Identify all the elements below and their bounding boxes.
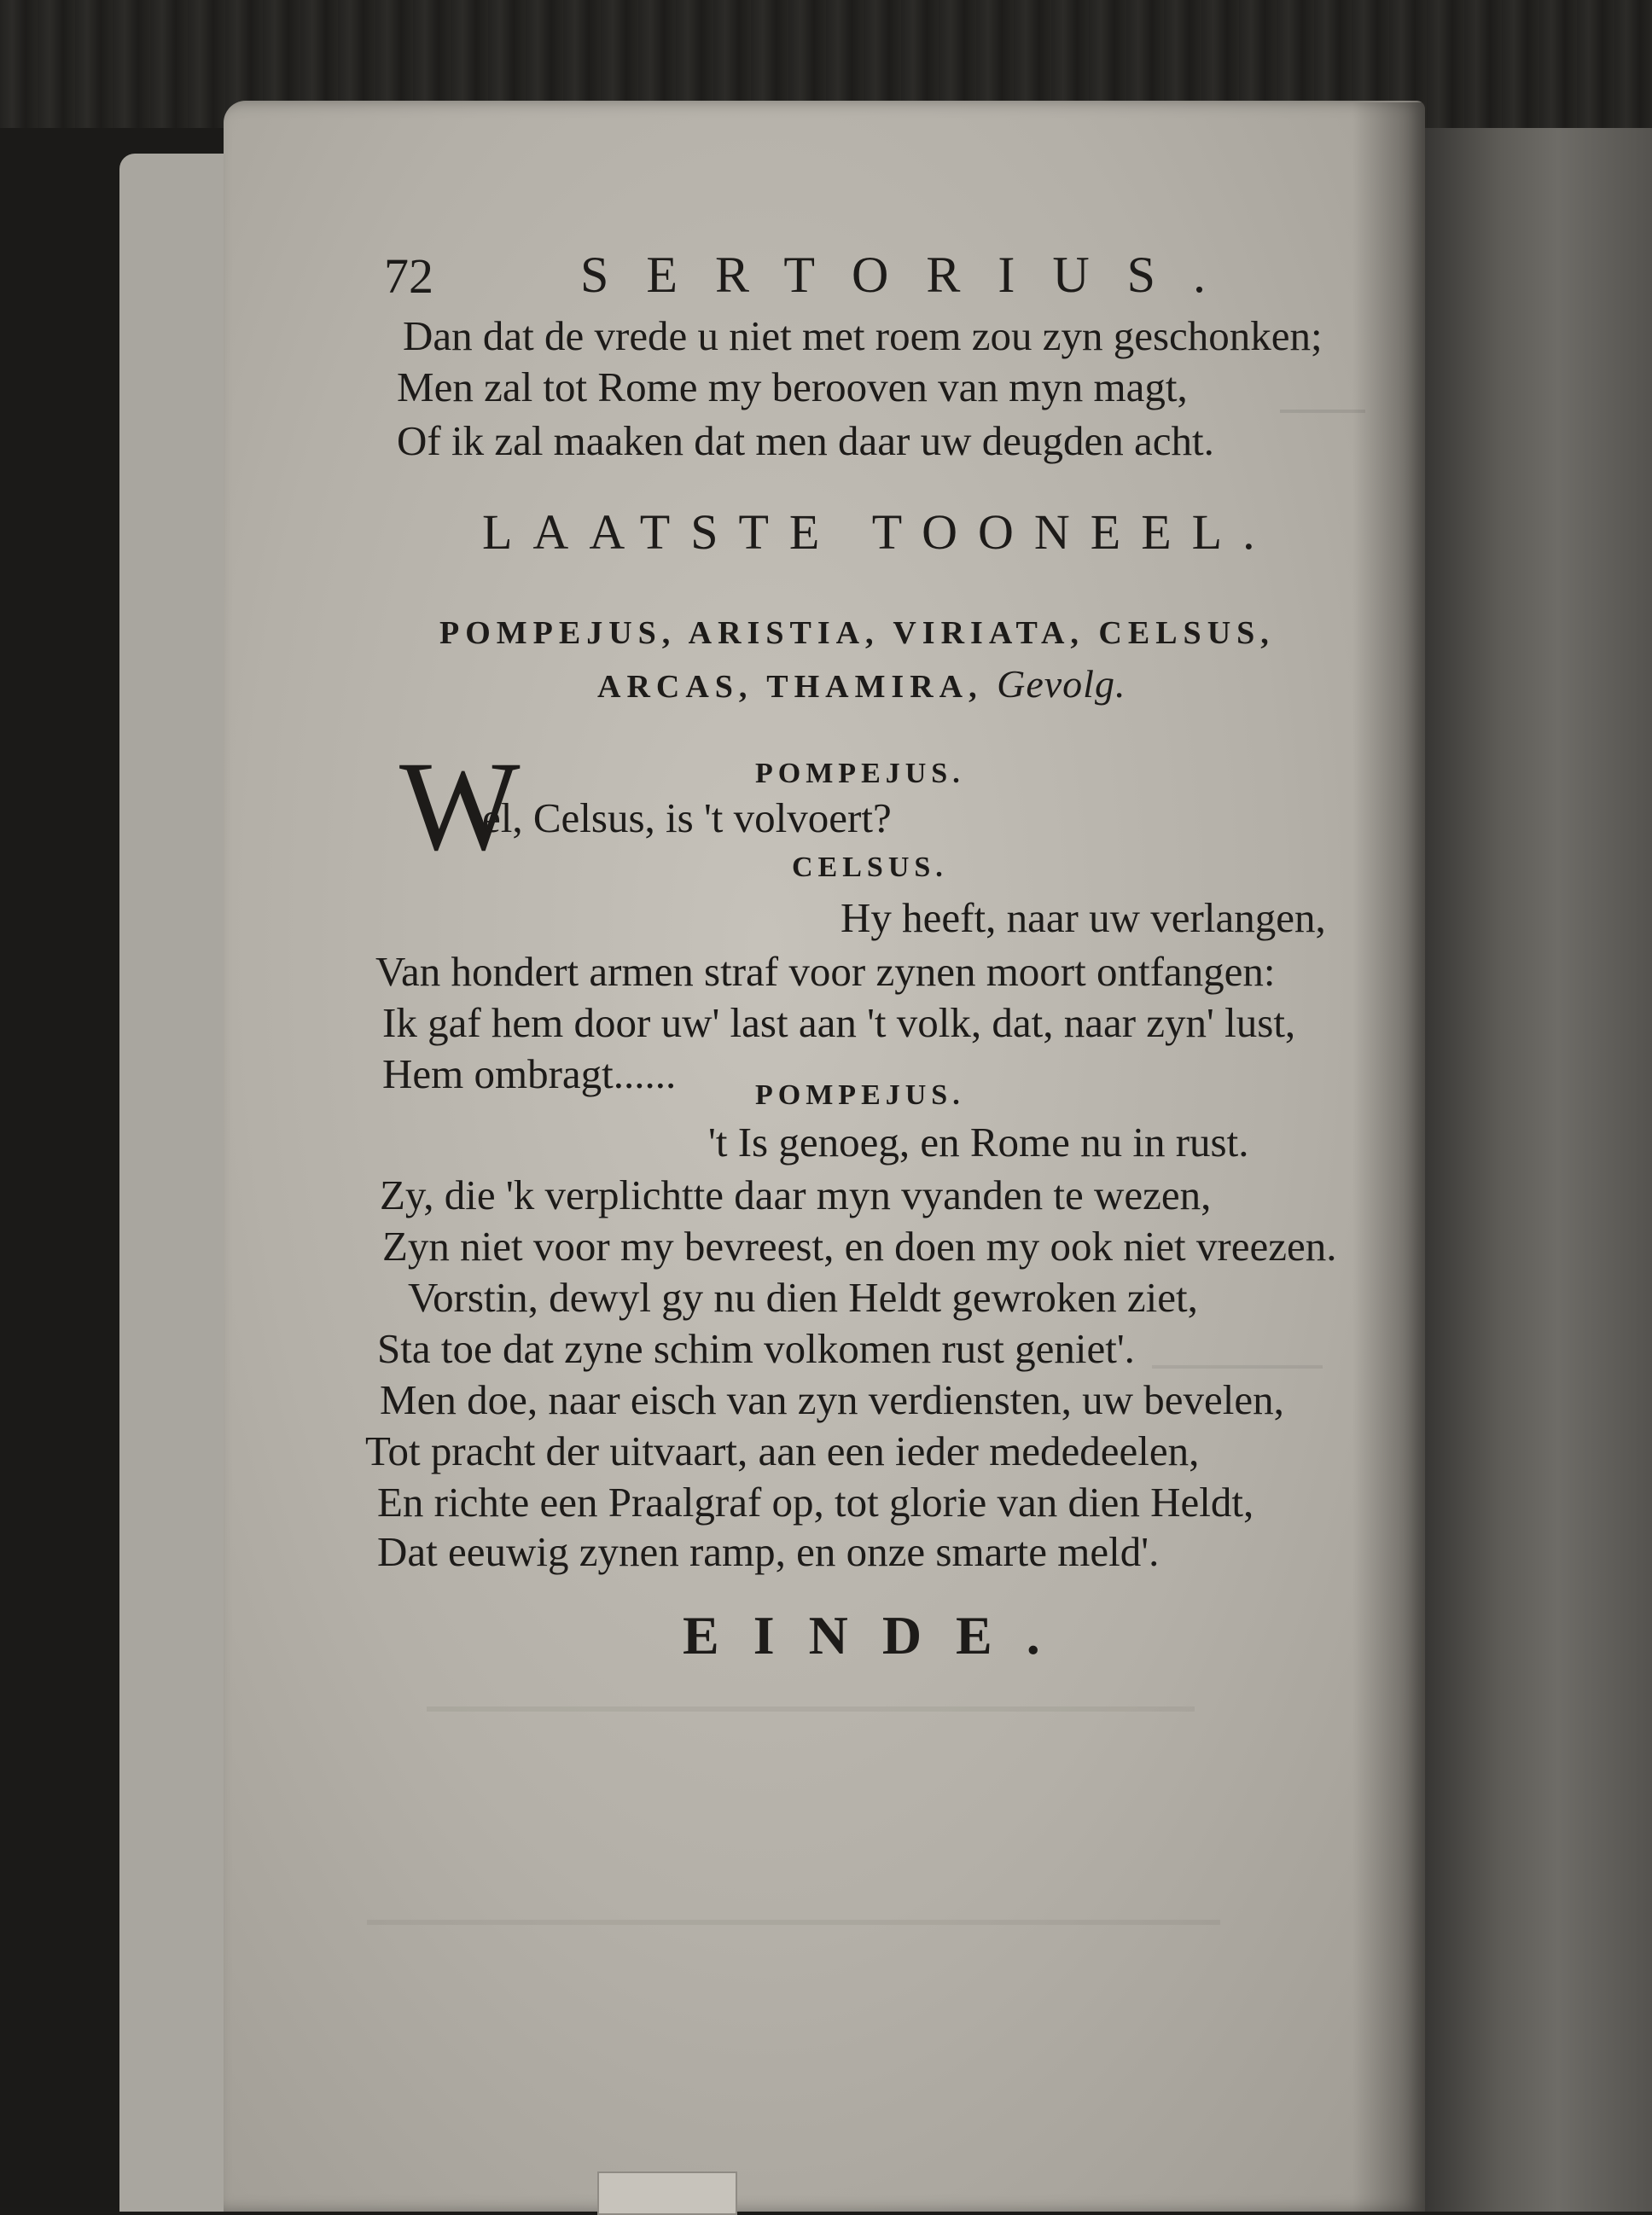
speaker-name: POMPEJUS. <box>755 1079 965 1111</box>
cast-list <box>597 661 1126 706</box>
verse-line: Men zal tot Rome my berooven van myn magt, <box>397 363 1188 410</box>
verse-line: Dan dat de vrede u niet met roem zou zyn geschonken; <box>403 312 1323 359</box>
cast-retinue: Gevolg. <box>997 662 1126 706</box>
verse-line: Hem ombragt...... <box>382 1050 677 1097</box>
scene-title: LAATSTE TOONEEL. <box>482 504 1276 560</box>
bleed-through-mark <box>1152 1365 1323 1369</box>
bleed-through-mark <box>427 1706 1195 1712</box>
verse-line: Zyn niet voor my bevreest, en doen my ook niet vreezen. <box>382 1223 1337 1270</box>
spine-shadow <box>1352 102 1425 2212</box>
verse-line: 't Is genoeg, en Rome nu in rust. <box>708 1119 1249 1166</box>
verse-line: Of ik zal maaken dat men daar uw deugden acht. <box>397 417 1214 464</box>
page-number: 72 <box>384 248 433 304</box>
verse-line: el, Celsus, is 't volvoert? <box>482 794 892 841</box>
speaker-name: CELSUS. <box>792 852 948 883</box>
verse-line: Ik gaf hem door uw' last aan 't volk, dat, naar zyn' lust, <box>382 999 1296 1046</box>
verse-line: En richte een Praalgraf op, tot glorie van dien Heldt, <box>377 1479 1254 1526</box>
cast-list: POMPEJUS, ARISTIA, VIRIATA, CELSUS, <box>439 615 1275 651</box>
verse-line: Tot pracht der uitvaart, aan een ieder mededeelen, <box>365 1427 1200 1474</box>
cast-names: ARCAS, THAMIRA, <box>597 669 983 705</box>
verse-line: Sta toe dat zyne schim volkomen rust geniet'. <box>377 1325 1135 1372</box>
book-cover-right <box>1416 128 1652 2212</box>
ending-mark: EINDE. <box>683 1605 1074 1666</box>
bleed-through-mark <box>367 1920 1220 1925</box>
drop-cap: W <box>399 735 521 877</box>
verse-line: Hy heeft, naar uw verlangen, <box>841 894 1326 941</box>
verse-line: Vorstin, dewyl gy nu dien Heldt gewroken ziet, <box>408 1274 1198 1321</box>
verse-line: Men doe, naar eisch van zyn verdiensten, uw bevelen, <box>380 1376 1284 1423</box>
verse-line: Dat eeuwig zynen ramp, en onze smarte meld'. <box>377 1528 1160 1575</box>
bleed-through-mark <box>1280 410 1365 413</box>
running-title: SERTORIUS. <box>580 247 1244 303</box>
verse-line: Van hondert armen straf voor zynen moort ontfangen: <box>375 948 1276 995</box>
bookmark-strip <box>597 2171 737 2215</box>
verse-line: Zy, die 'k verplichtte daar myn vyanden te wezen, <box>380 1171 1212 1218</box>
speaker-name: POMPEJUS. <box>755 758 965 789</box>
